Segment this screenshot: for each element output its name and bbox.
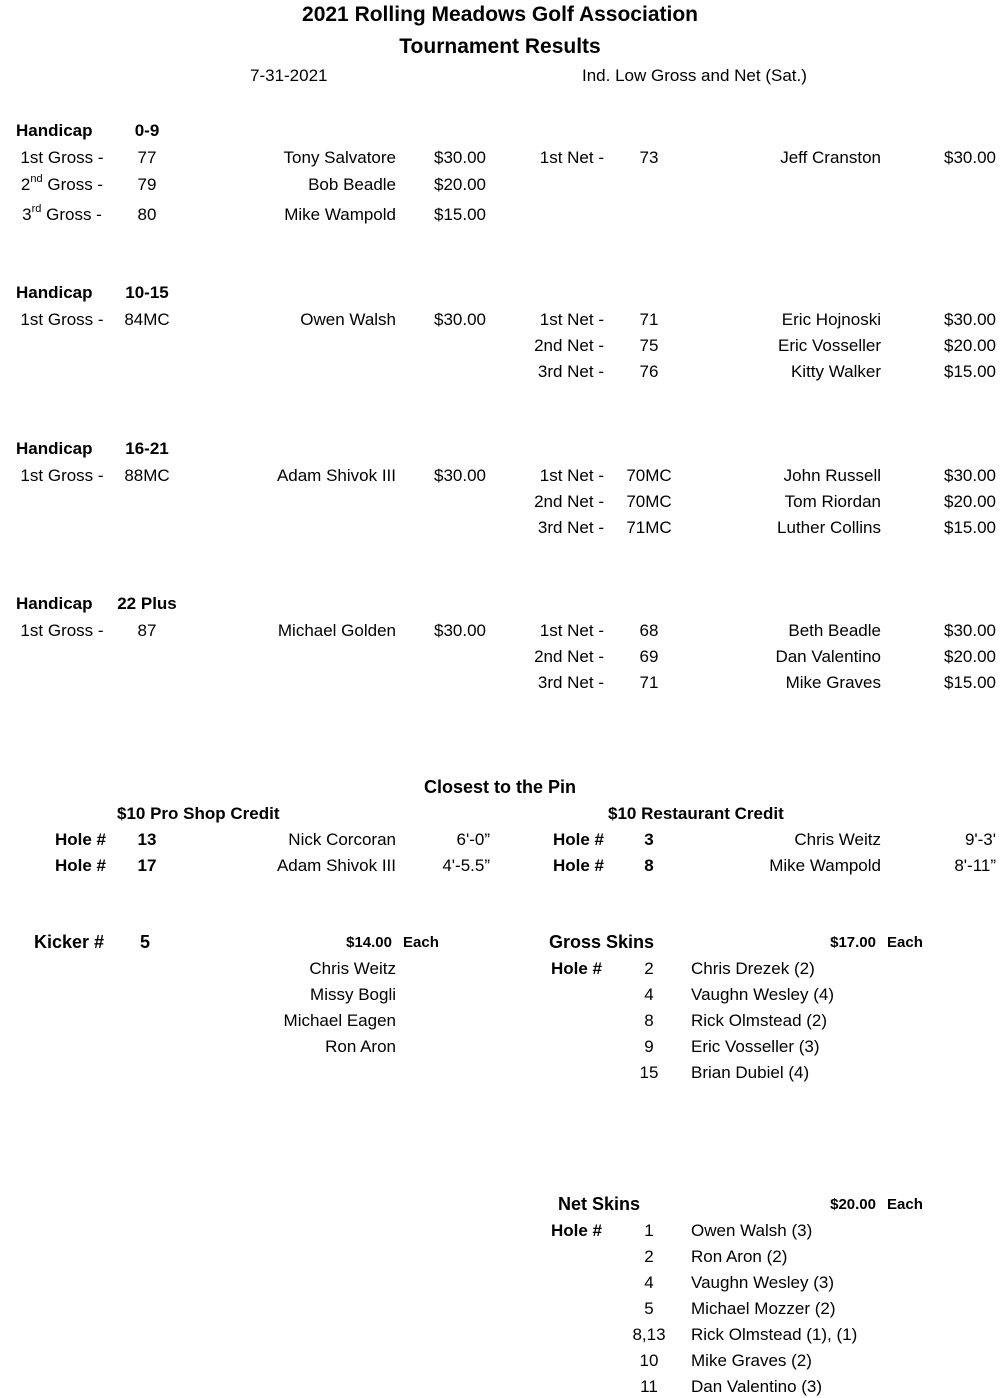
pin-hole-number: 3 — [644, 830, 654, 849]
gross-place-label — [16, 621, 108, 641]
gross-skins-hole-label: Hole # — [551, 959, 603, 978]
pin-hole-number: 13 — [137, 830, 157, 849]
gross-player-name: Michael Golden — [277, 621, 396, 640]
net-prize: $15.00 — [944, 362, 996, 381]
pin-hole-label: Hole # — [552, 856, 604, 875]
net-skins-amount: $20.00 — [830, 1196, 876, 1213]
gross-place-label — [16, 175, 108, 195]
pin-player-name: Mike Wampold — [769, 856, 881, 875]
place-number: 3 — [22, 205, 32, 224]
page-title: 2021 Rolling Meadows Golf Association — [302, 3, 698, 26]
flight-range: 22 Plus — [117, 594, 177, 613]
pin-distance: 9'-3' — [964, 830, 996, 849]
gross-score: 80 — [137, 205, 157, 224]
kicker-number: 5 — [140, 932, 151, 952]
gross-prize: $30.00 — [434, 148, 486, 167]
skins-player: Vaughn Wesley (4) — [691, 985, 834, 1004]
net-score: 73 — [639, 148, 659, 167]
flight-range: 0-9 — [134, 121, 160, 140]
kicker-amount: $14.00 — [346, 934, 392, 951]
pin-distance: 4'-5.5” — [442, 856, 490, 875]
net-player-name: Tom Riordan — [784, 492, 881, 511]
net-place-label: 3rd Net - — [537, 362, 604, 381]
place-number: 1st — [20, 148, 44, 167]
place-number: 2 — [20, 175, 31, 194]
skins-hole-number: 4 — [644, 985, 654, 1004]
gross-score: 79 — [137, 175, 157, 194]
net-place-label: 3rd Net - — [537, 518, 604, 537]
net-prize: $20.00 — [944, 647, 996, 666]
kicker-player-name: Missy Bogli — [310, 985, 396, 1004]
net-score: 71 — [639, 310, 659, 329]
skins-hole-number: 10 — [639, 1351, 659, 1370]
gross-prize: $30.00 — [434, 621, 486, 640]
place-suffix: Gross - — [46, 205, 102, 224]
gross-player-name: Mike Wampold — [284, 205, 396, 224]
net-score: 71MC — [626, 518, 672, 537]
skins-player: Vaughn Wesley (3) — [691, 1273, 834, 1292]
net-prize: $30.00 — [944, 466, 996, 485]
skins-hole-number: 15 — [639, 1063, 659, 1082]
place-number: 1st — [20, 466, 44, 485]
gross-place-label — [16, 148, 108, 168]
kicker-label: Kicker # — [34, 932, 105, 952]
skins-player: Ron Aron (2) — [691, 1247, 788, 1266]
skins-hole-number: 11 — [640, 1377, 658, 1396]
skins-player: Rick Olmstead (2) — [691, 1011, 828, 1030]
net-place-label: 1st Net - — [539, 621, 604, 640]
gross-place-label — [16, 466, 108, 486]
kicker-each: Each — [403, 934, 439, 951]
restaurant-credit-heading: $10 Restaurant Credit — [608, 804, 784, 823]
place-ordinal: rd — [31, 203, 42, 216]
pin-hole-number: 8 — [644, 856, 654, 875]
gross-score: 77 — [137, 148, 157, 167]
net-score: 69 — [639, 647, 659, 666]
net-prize: $30.00 — [944, 310, 996, 329]
place-number: 1st — [20, 621, 44, 640]
event-format: Ind. Low Gross and Net (Sat.) — [582, 66, 807, 85]
page-subtitle: Tournament Results — [399, 35, 601, 58]
gross-skins-amount: $17.00 — [830, 934, 876, 951]
net-score: 68 — [639, 621, 659, 640]
skins-player: Owen Walsh (3) — [691, 1221, 813, 1240]
pin-hole-number: 17 — [137, 856, 157, 875]
place-number: 1st — [20, 310, 44, 329]
gross-prize: $30.00 — [434, 466, 486, 485]
gross-prize: $30.00 — [434, 310, 486, 329]
net-place-label: 2nd Net - — [534, 492, 604, 511]
gross-score: 84MC — [124, 310, 170, 329]
net-player-name: Jeff Cranston — [780, 148, 881, 167]
pin-distance: 6'-0” — [456, 830, 490, 849]
flight-range: 10-15 — [125, 283, 169, 302]
skins-player: Eric Vosseller (3) — [691, 1037, 820, 1056]
skins-hole-number: 8 — [644, 1011, 654, 1030]
net-player-name: Mike Graves — [785, 673, 881, 692]
net-player-name: Luther Collins — [777, 518, 881, 537]
skins-hole-number: 2 — [644, 1247, 654, 1266]
place-suffix: Gross - — [47, 148, 104, 167]
skins-hole-number: 2 — [644, 959, 654, 978]
gross-player-name: Bob Beadle — [308, 175, 396, 194]
kicker-player-name: Ron Aron — [325, 1037, 396, 1056]
gross-skins-title: Gross Skins — [549, 932, 655, 952]
skins-player: Chris Drezek (2) — [691, 959, 815, 978]
net-skins-each: Each — [887, 1196, 923, 1213]
net-place-label: 1st Net - — [539, 148, 604, 167]
net-score: 71 — [639, 673, 659, 692]
skins-hole-number: 1 — [644, 1221, 654, 1240]
skins-hole-number: 8,13 — [632, 1325, 666, 1344]
net-place-label: 1st Net - — [539, 310, 604, 329]
gross-place-label — [16, 310, 108, 330]
event-date: 7-31-2021 — [250, 66, 328, 85]
place-ordinal: nd — [30, 173, 43, 186]
pin-hole-label: Hole # — [552, 830, 604, 849]
kicker-player-name: Chris Weitz — [309, 959, 396, 978]
net-place-label: 2nd Net - — [534, 647, 604, 666]
skins-hole-number: 5 — [644, 1299, 654, 1318]
gross-place-label — [16, 205, 108, 225]
net-score: 76 — [639, 362, 659, 381]
pin-player-name: Chris Weitz — [794, 830, 881, 849]
skins-player: Mike Graves (2) — [691, 1351, 812, 1370]
place-suffix: Gross - — [47, 310, 104, 329]
pin-hole-label: Hole # — [54, 856, 106, 875]
gross-prize: $20.00 — [434, 175, 486, 194]
net-score: 70MC — [626, 466, 672, 485]
net-score: 75 — [639, 336, 659, 355]
net-player-name: Dan Valentino — [775, 647, 881, 666]
net-place-label: 1st Net - — [539, 466, 604, 485]
place-suffix: Gross - — [47, 621, 104, 640]
net-prize: $20.00 — [944, 492, 996, 511]
flight-range: 16-21 — [125, 439, 169, 458]
net-prize: $30.00 — [944, 621, 996, 640]
gross-prize: $15.00 — [434, 205, 486, 224]
net-player-name: Kitty Walker — [790, 362, 881, 381]
pro-shop-credit-heading: $10 Pro Shop Credit — [117, 804, 280, 823]
gross-player-name: Adam Shivok III — [276, 466, 396, 485]
gross-player-name: Owen Walsh — [300, 310, 396, 329]
net-player-name: Beth Beadle — [788, 621, 881, 640]
closest-pin-title: Closest to the Pin — [423, 777, 576, 797]
gross-score: 88MC — [124, 466, 170, 485]
kicker-player-name: Michael Eagen — [283, 1011, 396, 1030]
net-place-label: 2nd Net - — [534, 336, 604, 355]
flight-label: Handicap — [16, 439, 93, 458]
place-suffix: Gross - — [47, 466, 104, 485]
gross-skins-each: Each — [887, 934, 923, 951]
net-skins-title: Net Skins — [558, 1194, 641, 1214]
place-suffix: Gross - — [47, 175, 104, 194]
net-skins-hole-label: Hole # — [551, 1221, 603, 1240]
pin-distance: 8'-11” — [954, 856, 996, 875]
net-prize: $15.00 — [944, 673, 996, 692]
skins-hole-number: 9 — [644, 1037, 654, 1056]
net-place-label: 3rd Net - — [537, 673, 604, 692]
skins-player: Brian Dubiel (4) — [691, 1063, 810, 1082]
net-player-name: John Russell — [783, 466, 881, 485]
pin-player-name: Nick Corcoran — [288, 830, 396, 849]
skins-player: Rick Olmstead (1), (1) — [691, 1325, 858, 1344]
net-player-name: Eric Hojnoski — [781, 310, 881, 329]
pin-hole-label: Hole # — [54, 830, 106, 849]
pin-player-name: Adam Shivok III — [276, 856, 396, 875]
net-score: 70MC — [626, 492, 672, 511]
gross-player-name: Tony Salvatore — [283, 148, 396, 167]
flight-label: Handicap — [16, 283, 93, 302]
flight-label: Handicap — [16, 594, 93, 613]
skins-player: Michael Mozzer (2) — [691, 1299, 836, 1318]
flight-label: Handicap — [16, 121, 93, 140]
net-player-name: Eric Vosseller — [778, 336, 881, 355]
gross-score: 87 — [137, 621, 157, 640]
skins-player: Dan Valentino (3) — [691, 1377, 823, 1396]
net-prize: $15.00 — [944, 518, 996, 537]
net-prize: $30.00 — [944, 148, 996, 167]
skins-hole-number: 4 — [644, 1273, 654, 1292]
net-prize: $20.00 — [944, 336, 996, 355]
